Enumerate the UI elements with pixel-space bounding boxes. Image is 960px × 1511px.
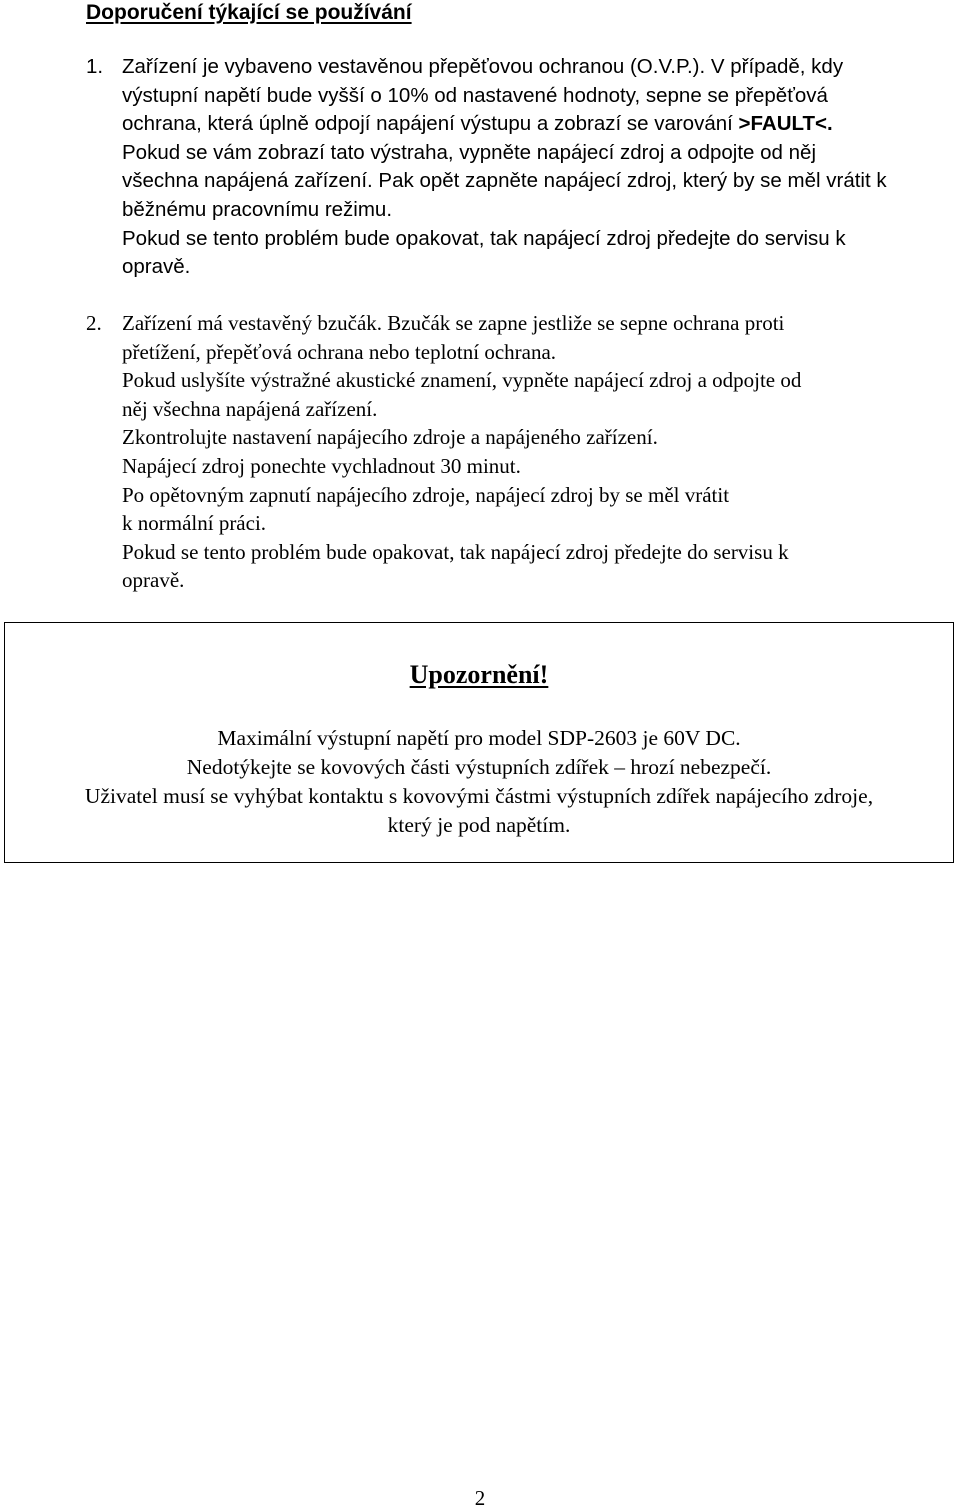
warning-line: který je pod napětím.: [387, 813, 571, 837]
section-heading: Doporučení týkající se používání: [86, 1, 412, 24]
text-line: Pokud uslyšíte výstražné akustické znamení, vypněte napájecí zdroj a odpojte od: [122, 368, 802, 393]
text-line: přetížení, přepěťová ochrana nebo teplotní ochrana.: [122, 339, 557, 364]
list-number: 1.: [86, 55, 104, 78]
warning-title: Upozornění!: [409, 660, 549, 689]
text-line: Pokud se tento problém bude opakovat, tak napájecí zdroj předejte do servisu k: [122, 226, 846, 250]
text-line: běžnému pracovnímu režimu.: [122, 197, 393, 221]
text-line: Pokud se vám zobrazí tato výstraha, vypněte napájecí zdroj a odpojte od něj: [122, 140, 816, 164]
text-line: něj všechna napájená zařízení.: [122, 396, 378, 421]
text-line: Pokud se tento problém bude opakovat, tak napájecí zdroj předejte do servisu k: [122, 539, 789, 564]
warning-box: [4, 622, 954, 863]
list-item-text: [122, 309, 960, 595]
text-line: k normální práci.: [122, 511, 267, 536]
warning-line: Maximální výstupní napětí pro model SDP-2603 je 60V DC.: [217, 726, 741, 750]
text-line: opravě.: [122, 568, 185, 593]
list-item-text: [122, 53, 960, 282]
text-line: Po opětovným zapnutí napájecího zdroje, napájecí zdroj by se měl vrátit: [122, 482, 730, 507]
text-segment: ochrana, která úplně odpojí napájení výstupu a zobrazí se varování: [122, 112, 733, 136]
text-line: Zkontrolujte nastavení napájecího zdroje a napájeného zařízení.: [122, 425, 658, 450]
text-line: Zařízení je vybaveno vestavěnou přepěťovou ochranou (O.V.P.). V případě, kdy: [122, 55, 844, 78]
list-number: 2.: [86, 311, 102, 335]
warning-line: Nedotýkejte se kovových části výstupních zdířek – hrozí nebezpečí.: [186, 755, 772, 779]
text-line: Napájecí zdroj ponechte vychladnout 30 minut.: [122, 453, 521, 478]
text-line: [122, 110, 960, 139]
page-number: 2: [474, 1486, 486, 1510]
text-line: všechna napájená zařízení. Pak opět zapněte napájecí zdroj, který by se měl vrátit k: [122, 169, 887, 193]
text-line: výstupní napětí bude vyšší o 10% od nastavené hodnoty, sepne se přepěťová: [122, 83, 828, 107]
warning-text: [5, 724, 953, 840]
text-line: Zařízení má vestavěný bzučák. Bzučák se zapne jestliže se sepne ochrana proti: [122, 311, 785, 335]
text-line: opravě.: [122, 255, 191, 279]
warning-line: Uživatel musí se vyhýbat kontaktu s kovovými částmi výstupních zdířek napájecího zdroje,: [84, 784, 874, 808]
fault-code: >FAULT<.: [738, 112, 833, 136]
